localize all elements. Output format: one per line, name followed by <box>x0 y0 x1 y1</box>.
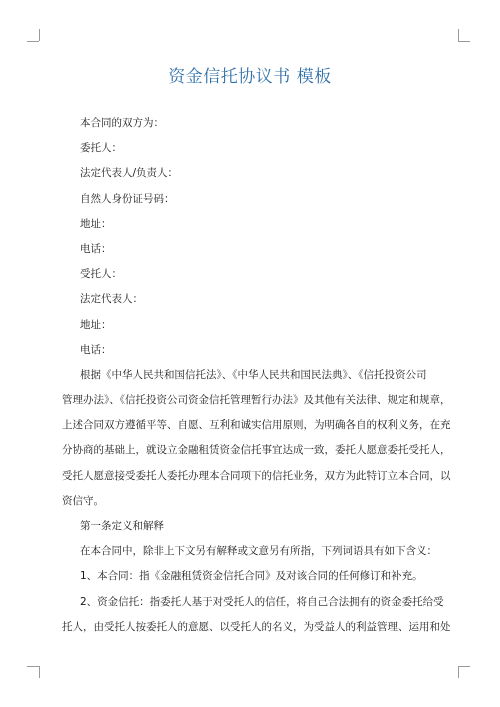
field-trustor-id-number: 自然人身份证号码： <box>80 192 175 205</box>
definition-line: 2、资金信托：指委托人基于对受托人的信任，将自己合法拥有的资金委托给受 <box>80 595 444 608</box>
preamble-line: 分协商的基础上，就设立金融租赁资金信托事宜达成一致，委托人愿意委托受托人， <box>62 444 451 457</box>
field-trustee-legal-rep: 法定代表人： <box>80 293 143 306</box>
field-trustee-phone: 电话： <box>80 343 112 356</box>
preamble-line: 上述合同双方遵循平等、自愿、互利和诚实信用原则，为明确各自的权利义务，在充 <box>62 419 451 432</box>
document-body <box>62 111 451 640</box>
document-title: 资金信托协议书 模板 <box>168 67 332 87</box>
definition-item <box>62 590 451 640</box>
field-trustor-phone: 电话： <box>80 242 112 255</box>
field-trustee: 受托人： <box>80 268 122 281</box>
parties-intro: 本合同的双方为： <box>80 117 164 129</box>
definition-item: 1、本合同：指《金融租赁资金信托合同》及对该合同的任何修订和补充。 <box>80 570 423 583</box>
field-trustee-address: 地址： <box>80 318 112 331</box>
preamble-line: 受托人愿意接受委托人委托办理本合同项下的信托业务，双方为此特订立本合同，以 <box>62 469 451 482</box>
definitions-intro: 在本合同中，除非上下文另有解释或文意另有所指，下列词语具有如下含义： <box>80 545 437 558</box>
field-trustor: 委托人： <box>80 142 122 155</box>
definition-line: 托人，由受托人按委托人的意愿、以受托人的名义，为受益人的利益管理、运用和处 <box>62 620 451 633</box>
preamble-line: 管理办法》、《信托投资公司资金信托管理暂行办法》及其他有关法律、规定和规章， <box>62 394 451 407</box>
section-heading: 第一条定义和解释 <box>80 520 164 532</box>
field-trustor-address: 地址： <box>80 217 112 230</box>
preamble-line: 根据《中华人民共和国信托法》、《中华人民共和国民法典》、《信托投资公司 <box>80 368 427 381</box>
field-trustor-legal-rep: 法定代表人/负责人： <box>80 167 179 180</box>
preamble-line: 资信守。 <box>62 494 104 507</box>
preamble-paragraph <box>62 363 451 514</box>
